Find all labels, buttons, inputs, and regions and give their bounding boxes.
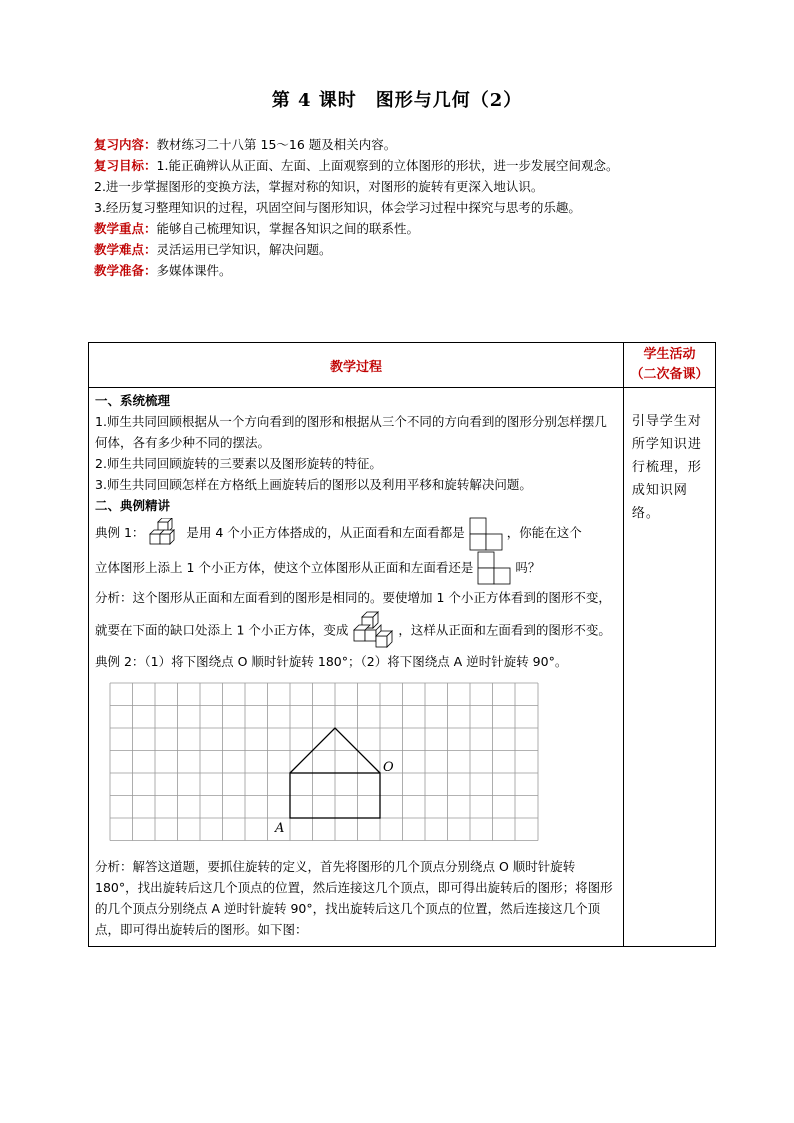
intro-text: 灵活运用已学知识，解决问题。 — [156, 242, 332, 257]
intro-row-difficulty — [94, 239, 714, 260]
rotation-grid — [107, 680, 617, 850]
grid-figure — [107, 680, 543, 844]
answer-cube-figure — [352, 611, 394, 651]
front-view-figure — [469, 517, 503, 551]
intro-label: 教学重点： — [94, 221, 157, 236]
analysis-2: 分析：解答这道题，要抓住旋转的定义，首先将图形的几个顶点分别绕点 O 顺时针旋转 180°，找出旋转后这几个顶点的位置，然后连接这几个顶点，即可得出旋转后的图形；将图形的几个顶点分别绕点 A 逆时针旋转 90°，找出旋转后这几个顶点的位置，然后连接这几个顶点，即可得出旋转后的图形。如下图： — [95, 859, 613, 937]
intro-text: 多媒体课件。 — [156, 263, 232, 278]
cube-stack-figure — [148, 518, 182, 550]
intro-text: 能够自己梳理知识，掌握各知识之间的联系性。 — [156, 221, 420, 236]
intro-text: 2.进一步掌握图形的变换方法，掌握对称的知识，对图形的旋转有更深入地认识。 — [94, 179, 544, 194]
example-2: 典例 2：（1）将下图绕点 O 顺时针旋转 180°；（2）将下图绕点 A 逆时针旋转 90°。 — [95, 654, 568, 669]
example-1-text: 立体图形上添上 1 个小正方体，使这个立体图形从正面和左面看还是 — [95, 559, 474, 575]
table-header-row — [89, 343, 716, 388]
student-activity-cell: 引导学生对所学知识进行梳理，形成知识网络。 — [623, 388, 715, 947]
lesson-table — [88, 342, 716, 947]
intro-row-content — [94, 134, 714, 155]
intro-row-goal-2 — [94, 176, 714, 197]
example-1-question: ，你能在这个 — [506, 525, 582, 540]
header-activity-line2: （二次备课） — [630, 367, 709, 382]
intro-row-preparation — [94, 260, 714, 281]
table-body-row — [89, 388, 716, 947]
page-title: 第 4 课时 图形与几何（2） — [271, 90, 523, 111]
header-teaching-process: 教学过程 — [89, 343, 624, 388]
point-a-label: A — [275, 821, 285, 836]
intro-label: 复习目标： — [94, 158, 157, 173]
intro-text: 教材练习二十八第 15～16 题及相关内容。 — [156, 137, 397, 152]
analysis-1-text-end: ，这样从正面和左面看到的图形不变。 — [398, 622, 611, 638]
example-1-line-2 — [95, 551, 617, 586]
section-title: 一、系统梳理 — [95, 393, 171, 408]
analysis-1 — [95, 585, 617, 651]
analysis-1-text: 分析：这个图形从正面和左面看到的图形是相同的。要使增加 1 个小正方体看到的图形不变，就要在下面的缺口处添上 1 个小正方体，变成 — [95, 590, 611, 638]
intro-label: 教学难点： — [94, 242, 157, 257]
intro-text: 3.经历复习整理知识的过程，巩固空间与图形知识，体会学习过程中探究与思考的乐趣。 — [94, 200, 581, 215]
lesson-intro — [94, 134, 714, 281]
front-view-figure — [477, 551, 511, 585]
review-item: 2.师生共同回顾旋转的三要素以及图形旋转的特征。 — [95, 456, 382, 471]
teaching-process-cell — [89, 388, 624, 947]
example-1-label: 典例 1： — [95, 525, 145, 540]
example-1-text: 是用 4 个小正方体搭成的，从正面看和左面看都是 — [186, 525, 465, 540]
intro-row-goals — [94, 155, 714, 176]
intro-row-goal-3 — [94, 197, 714, 218]
review-item: 3.师生共同回顾怎样在方格纸上画旋转后的图形以及利用平移和旋转解决问题。 — [95, 477, 532, 492]
intro-row-key-point — [94, 218, 714, 239]
intro-label: 复习内容： — [94, 137, 157, 152]
example-1-line-1 — [95, 516, 617, 551]
header-activity-line1: 学生活动 — [643, 347, 696, 362]
section-title: 二、典例精讲 — [95, 498, 171, 513]
intro-label: 教学准备： — [94, 263, 157, 278]
example-1-question-end: 吗？ — [515, 559, 541, 575]
point-o-label: O — [383, 760, 394, 775]
review-item: 1.师生共同回顾根据从一个方向看到的图形和根据从三个不同的方向看到的图形分别怎样摆几何体，各有多少种不同的摆法。 — [95, 414, 607, 450]
header-student-activity — [623, 343, 715, 388]
intro-text: 1.能正确辨认从正面、左面、上面观察到的立体图形的形状，进一步发展空间观念。 — [156, 158, 619, 173]
